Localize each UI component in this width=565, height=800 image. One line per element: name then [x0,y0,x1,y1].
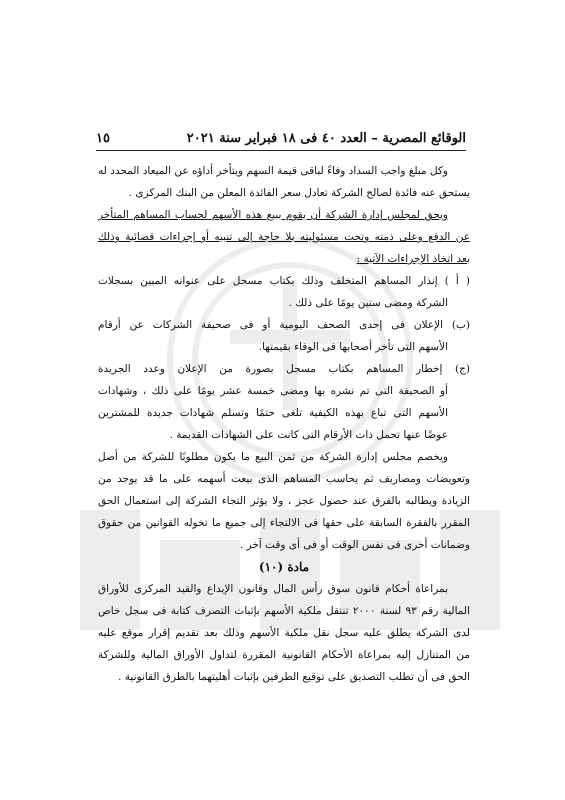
text-line: ويحق لمجلس إدارة الشركة أن يقوم ببيع هذه الأسهم لحساب المساهم المتأخر [98,209,448,221]
text-line: من المتنازل إليه بمراعاة الأحكام القانونية المقررة لتداول الأوراق المالية وللشركة [98,649,470,661]
page-number: ١٥ [96,130,110,146]
text-line: عوضًا عنها تحمل ذات الأرقام التى كانت على الشهادات القديمة . [169,429,448,441]
page-header [96,128,466,148]
text-line: المالية رقم ٩٣ لسنة ٢٠٠٠ تنتقل ملكية الأسهم بإثبات التصرف كتابة فى سجل خاص [98,605,470,617]
header-divider [96,150,466,151]
document-body [98,160,470,688]
list-item-b: (ب) الإعلان فى إحدى الصحف اليومية أو فى صحيفة الشركات عن أرقام [98,319,470,331]
text-line: وضمانات أخرى فى نفس الوقت أو فى أى وقت آخر . [239,539,470,551]
text-line: ويخصم مجلس إدارة الشركة من ثمن البيع ما يكون مطلوبًا للشركة من أصل [98,451,448,463]
text-line: لدى الشركة يطلق عليه سجل نقل ملكية الأسهم وذلك بعد تقديم إقرار موقع عليه [98,627,470,639]
header-title: الوقائع المصرية – العدد ٤٠ فى ١٨ فبراير سنة ٢٠٢١ [186,130,466,146]
text-line: بمراعاة أحكام قانون سوق رأس المال وقانون الإيداع والقيد المركزى للأوراق [98,583,448,595]
text-line: الحق فى أن تطلب التصديق على توقيع الطرفين بإثبات أهليتهما بالطرق القانونية . [118,671,470,683]
text-line: بعد اتخاذ الإجراءات الآتية : [356,253,470,265]
list-item-a: ( أ ) إنذار المساهم المتخلف وذلك بكتاب مسجل على عنوانه المبين بسجلات [98,275,470,287]
text-line: الأسهم التى تباع بهذه الكيفية تلغى حتمًا وتسلم شهادات جديدة للمشترين [98,407,448,419]
text-line: وتعويضات ومصاريف ثم يحاسب المساهم الذى بيعت أسهمه على ما قد يوجد من [98,473,470,485]
text-line: المقرر بالفقرة السابقة على حقها فى الالتجاء إلى جميع ما تخوله القوانين من حقوق [98,517,470,529]
text-line: يستحق عنه فائدة لصالح الشركة تعادل سعر الفائدة المعلن من البنك المركزى . [128,187,470,199]
text-line: الزيادة ويطالبه بالفرق عند حصول عجز ، ولا يؤثر التجاء الشركة إلى استعمال الحق [98,495,470,507]
text-line: الشركة ومضى ستين يومًا على ذلك . [288,297,448,309]
text-line: أو الصحيفة التى تم نشره بها ومضى خمسة عشر يومًا على ذلك ، وشهادات [98,385,448,397]
text-line: وكل مبلغ واجب السداد وفاءً لباقى قيمة السهم ويتأخر أداؤه عن الميعاد المحدد له [98,165,448,177]
list-item-c: (ج) إخطار المساهم بكتاب مسجل بصورة من الإعلان وعدد الجريدة [98,363,470,375]
article-heading: مادة (١٠) [258,560,310,574]
text-line: عن الدفع وعلى ذمته وتحت مسئوليته بلا حاجة إلى تنبيه أو إجراءات قضائية وذلك [98,231,470,243]
text-line: الأسهم التى تأخر أصحابها فى الوفاء بقيمتها. [258,341,448,353]
